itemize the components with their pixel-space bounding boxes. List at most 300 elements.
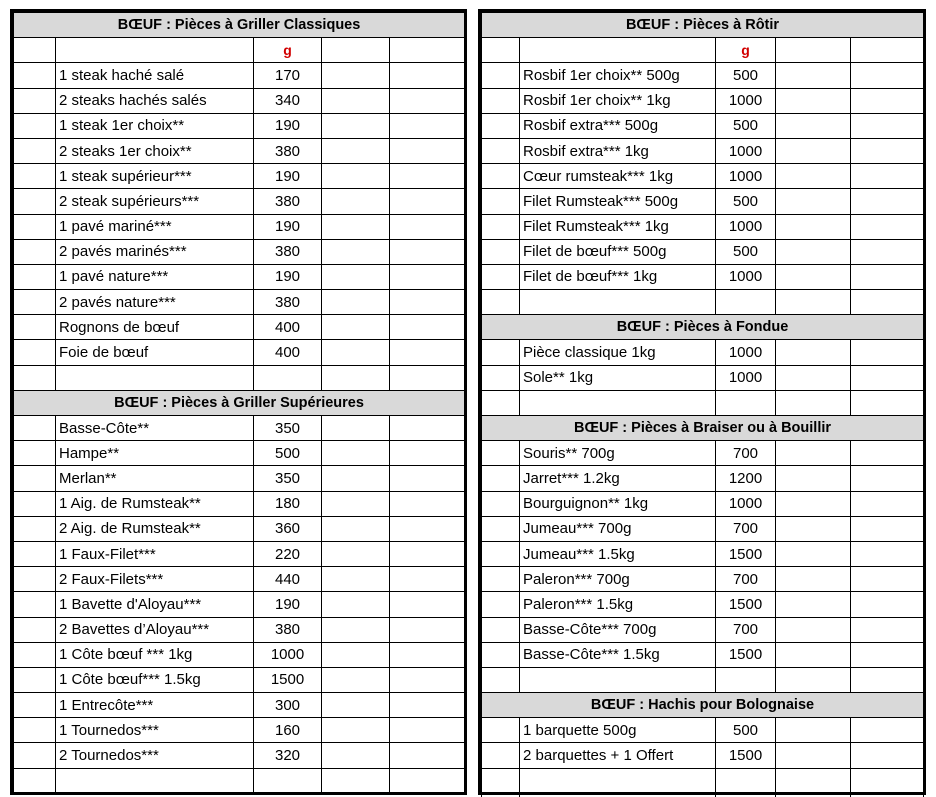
product-row <box>482 164 924 189</box>
product-weight: 700 <box>716 567 776 592</box>
product-row <box>482 567 924 592</box>
empty-cell <box>322 491 390 516</box>
empty-cell <box>716 768 776 793</box>
empty-cell <box>322 768 390 793</box>
product-weight: 380 <box>254 617 322 642</box>
empty-cell <box>851 466 924 491</box>
empty-cell <box>776 63 851 88</box>
quantity-cell <box>14 718 56 743</box>
product-row <box>14 239 465 264</box>
product-row <box>14 164 465 189</box>
empty-cell <box>851 642 924 667</box>
product-weight: 500 <box>716 239 776 264</box>
empty-cell <box>322 541 390 566</box>
empty-cell <box>322 667 390 692</box>
product-name: 1 Faux-Filet*** <box>56 541 254 566</box>
empty-cell <box>851 189 924 214</box>
product-row <box>14 340 465 365</box>
product-name: Bourguignon** 1kg <box>520 491 716 516</box>
product-weight: 350 <box>254 466 322 491</box>
product-row <box>14 63 465 88</box>
empty-cell <box>716 793 776 797</box>
product-row <box>14 138 465 163</box>
empty-cell <box>390 138 465 163</box>
product-weight: 340 <box>254 88 322 113</box>
empty-cell <box>851 743 924 768</box>
product-name: 2 Bavettes d’Aloyau*** <box>56 617 254 642</box>
empty-cell <box>390 290 465 315</box>
empty-cell <box>851 214 924 239</box>
empty-cell <box>520 793 716 797</box>
product-name: 1 Entrecôte*** <box>56 693 254 718</box>
empty-cell <box>322 365 390 390</box>
product-weight: 1000 <box>716 138 776 163</box>
product-name: 2 Aig. de Rumsteak** <box>56 516 254 541</box>
quantity-cell <box>482 365 520 390</box>
section-title: BŒUF : Pièces à Braiser ou à Bouillir <box>482 416 924 441</box>
empty-cell <box>851 113 924 138</box>
product-name: Basse-Côte*** 1.5kg <box>520 642 716 667</box>
section-title: BŒUF : Pièces à Griller Supérieures <box>14 390 465 415</box>
section-header-row <box>482 416 924 441</box>
product-row <box>482 491 924 516</box>
empty-cell <box>776 516 851 541</box>
quantity-cell <box>482 164 520 189</box>
product-weight: 180 <box>254 491 322 516</box>
product-weight: 190 <box>254 264 322 289</box>
product-name: 2 steak supérieurs*** <box>56 189 254 214</box>
product-name: Rosbif extra*** 1kg <box>520 138 716 163</box>
product-weight: 1500 <box>716 743 776 768</box>
product-name: Basse-Côte** <box>56 416 254 441</box>
product-row <box>482 88 924 113</box>
quantity-cell <box>14 516 56 541</box>
product-weight: 500 <box>716 189 776 214</box>
product-weight: 700 <box>716 617 776 642</box>
empty-cell <box>776 88 851 113</box>
empty-cell <box>322 164 390 189</box>
quantity-cell <box>482 264 520 289</box>
empty-row <box>482 768 924 793</box>
quantity-cell <box>482 642 520 667</box>
product-name: 1 Tournedos*** <box>56 718 254 743</box>
empty-cell <box>776 189 851 214</box>
empty-cell <box>322 642 390 667</box>
empty-cell <box>851 667 924 692</box>
quantity-cell <box>482 88 520 113</box>
product-weight: 360 <box>254 516 322 541</box>
quantity-cell <box>14 541 56 566</box>
product-name: Jumeau*** 700g <box>520 516 716 541</box>
quantity-cell <box>14 88 56 113</box>
empty-cell <box>851 88 924 113</box>
quantity-cell <box>14 617 56 642</box>
section-title: BŒUF : Pièces à Griller Classiques <box>14 13 465 38</box>
product-row <box>14 189 465 214</box>
product-weight: 300 <box>254 693 322 718</box>
empty-cell <box>390 38 465 63</box>
empty-cell <box>390 214 465 239</box>
product-row <box>482 718 924 743</box>
empty-cell <box>322 290 390 315</box>
quantity-cell <box>14 567 56 592</box>
empty-cell <box>322 516 390 541</box>
empty-cell <box>482 38 520 63</box>
quantity-cell <box>14 491 56 516</box>
empty-cell <box>776 290 851 315</box>
empty-cell <box>390 642 465 667</box>
product-weight: 500 <box>716 63 776 88</box>
product-weight: 1500 <box>716 642 776 667</box>
empty-cell <box>390 592 465 617</box>
product-row <box>14 113 465 138</box>
product-name: Hampe** <box>56 441 254 466</box>
empty-cell <box>851 793 924 797</box>
product-weight: 500 <box>716 718 776 743</box>
product-row <box>14 88 465 113</box>
product-name: 1 Côte bœuf*** 1.5kg <box>56 667 254 692</box>
empty-cell <box>851 365 924 390</box>
product-weight: 220 <box>254 541 322 566</box>
product-name: 1 pavé nature*** <box>56 264 254 289</box>
product-weight: 1000 <box>716 264 776 289</box>
product-row <box>482 113 924 138</box>
product-row <box>482 138 924 163</box>
unit-label: g <box>254 38 322 63</box>
product-row <box>14 743 465 768</box>
empty-cell <box>14 365 56 390</box>
product-weight: 1000 <box>254 642 322 667</box>
product-row <box>482 239 924 264</box>
quantity-cell <box>482 541 520 566</box>
product-row <box>14 214 465 239</box>
empty-cell <box>322 189 390 214</box>
product-row <box>482 592 924 617</box>
empty-cell <box>390 239 465 264</box>
product-name: Rosbif 1er choix** 500g <box>520 63 716 88</box>
product-weight: 1000 <box>716 365 776 390</box>
product-row <box>482 63 924 88</box>
empty-row <box>14 768 465 793</box>
left-product-table <box>13 12 465 794</box>
product-row <box>14 718 465 743</box>
product-name: Filet Rumsteak*** 500g <box>520 189 716 214</box>
product-weight: 320 <box>254 743 322 768</box>
quantity-cell <box>14 466 56 491</box>
product-row <box>482 516 924 541</box>
quantity-cell <box>482 718 520 743</box>
product-weight: 500 <box>254 441 322 466</box>
product-row <box>482 617 924 642</box>
product-name: Jumeau*** 1.5kg <box>520 541 716 566</box>
empty-cell <box>390 264 465 289</box>
product-row <box>14 441 465 466</box>
section-header-row <box>482 13 924 38</box>
empty-cell <box>390 491 465 516</box>
empty-cell <box>851 768 924 793</box>
empty-cell <box>482 290 520 315</box>
quantity-cell <box>482 567 520 592</box>
empty-cell <box>776 667 851 692</box>
empty-cell <box>851 441 924 466</box>
product-name: 1 pavé mariné*** <box>56 214 254 239</box>
quantity-cell <box>482 592 520 617</box>
product-row <box>14 567 465 592</box>
empty-cell <box>776 390 851 415</box>
empty-cell <box>776 592 851 617</box>
empty-cell <box>322 88 390 113</box>
empty-cell <box>14 768 56 793</box>
product-name: Sole** 1kg <box>520 365 716 390</box>
empty-cell <box>322 592 390 617</box>
product-row <box>482 743 924 768</box>
empty-cell <box>851 491 924 516</box>
empty-cell <box>390 340 465 365</box>
empty-cell <box>776 264 851 289</box>
empty-row <box>482 290 924 315</box>
empty-cell <box>390 63 465 88</box>
empty-cell <box>776 441 851 466</box>
product-weight: 1500 <box>716 592 776 617</box>
empty-cell <box>776 642 851 667</box>
empty-cell <box>851 617 924 642</box>
quantity-cell <box>14 315 56 340</box>
empty-cell <box>322 743 390 768</box>
product-row <box>14 693 465 718</box>
empty-cell <box>520 390 716 415</box>
empty-cell <box>776 164 851 189</box>
empty-cell <box>776 617 851 642</box>
product-name: 1 steak supérieur*** <box>56 164 254 189</box>
product-weight: 190 <box>254 214 322 239</box>
empty-cell <box>322 315 390 340</box>
empty-cell <box>776 541 851 566</box>
empty-cell <box>776 466 851 491</box>
quantity-cell <box>14 189 56 214</box>
unit-row <box>482 38 924 63</box>
quantity-cell <box>482 63 520 88</box>
empty-cell <box>390 365 465 390</box>
product-weight: 1500 <box>254 667 322 692</box>
empty-cell <box>322 239 390 264</box>
product-name: Filet de bœuf*** 500g <box>520 239 716 264</box>
empty-row <box>14 365 465 390</box>
product-weight: 400 <box>254 315 322 340</box>
product-row <box>482 466 924 491</box>
product-row <box>482 441 924 466</box>
empty-cell <box>851 541 924 566</box>
empty-cell <box>482 793 520 797</box>
empty-cell <box>56 768 254 793</box>
section-header-row <box>482 693 924 718</box>
product-name: 2 pavés marinés*** <box>56 239 254 264</box>
quantity-cell <box>14 416 56 441</box>
product-name: Paleron*** 700g <box>520 567 716 592</box>
quantity-cell <box>14 642 56 667</box>
empty-cell <box>776 38 851 63</box>
right-product-table <box>481 12 924 797</box>
product-weight: 700 <box>716 516 776 541</box>
empty-cell <box>390 567 465 592</box>
empty-cell <box>390 466 465 491</box>
empty-cell <box>851 516 924 541</box>
empty-cell <box>851 38 924 63</box>
quantity-cell <box>14 340 56 365</box>
quantity-cell <box>14 667 56 692</box>
empty-cell <box>390 617 465 642</box>
product-row <box>482 264 924 289</box>
section-title: BŒUF : Hachis pour Bolognaise <box>482 693 924 718</box>
empty-cell <box>322 441 390 466</box>
product-name: Filet Rumsteak*** 1kg <box>520 214 716 239</box>
section-title: BŒUF : Pièces à Fondue <box>482 315 924 340</box>
product-weight: 440 <box>254 567 322 592</box>
empty-cell <box>254 365 322 390</box>
empty-cell <box>776 138 851 163</box>
empty-cell <box>482 667 520 692</box>
product-name: 1 Aig. de Rumsteak** <box>56 491 254 516</box>
product-row <box>482 189 924 214</box>
empty-cell <box>482 390 520 415</box>
product-name: 1 Bavette d'Aloyau*** <box>56 592 254 617</box>
product-row <box>14 315 465 340</box>
empty-cell <box>56 365 254 390</box>
empty-cell <box>322 63 390 88</box>
quantity-cell <box>482 617 520 642</box>
section-header-row <box>482 315 924 340</box>
empty-cell <box>776 340 851 365</box>
quantity-cell <box>14 264 56 289</box>
empty-cell <box>390 516 465 541</box>
product-name: 2 Faux-Filets*** <box>56 567 254 592</box>
product-name: 2 pavés nature*** <box>56 290 254 315</box>
empty-cell <box>322 113 390 138</box>
product-row <box>14 416 465 441</box>
quantity-cell <box>14 214 56 239</box>
product-row <box>14 642 465 667</box>
product-row <box>14 264 465 289</box>
empty-cell <box>482 768 520 793</box>
product-name: 1 steak haché salé <box>56 63 254 88</box>
empty-cell <box>322 214 390 239</box>
product-weight: 190 <box>254 592 322 617</box>
quantity-cell <box>14 138 56 163</box>
product-name: Souris** 700g <box>520 441 716 466</box>
quantity-cell <box>482 466 520 491</box>
product-name: Paleron*** 1.5kg <box>520 592 716 617</box>
quantity-cell <box>14 290 56 315</box>
empty-cell <box>851 138 924 163</box>
left-price-panel <box>10 9 467 795</box>
product-weight: 380 <box>254 138 322 163</box>
empty-cell <box>390 768 465 793</box>
product-weight: 1000 <box>716 491 776 516</box>
right-price-panel <box>478 9 926 795</box>
quantity-cell <box>482 743 520 768</box>
product-row <box>14 592 465 617</box>
empty-cell <box>776 239 851 264</box>
empty-cell <box>390 189 465 214</box>
product-weight: 1000 <box>716 214 776 239</box>
product-name: 1 Côte bœuf *** 1kg <box>56 642 254 667</box>
product-name: Rognons de bœuf <box>56 315 254 340</box>
product-row <box>14 541 465 566</box>
product-name: Jarret*** 1.2kg <box>520 466 716 491</box>
empty-cell <box>716 290 776 315</box>
empty-cell <box>851 592 924 617</box>
quantity-cell <box>14 743 56 768</box>
quantity-cell <box>482 214 520 239</box>
quantity-cell <box>482 138 520 163</box>
empty-cell <box>716 390 776 415</box>
empty-row <box>482 793 924 797</box>
empty-cell <box>254 768 322 793</box>
empty-cell <box>322 693 390 718</box>
product-row <box>14 617 465 642</box>
quantity-cell <box>14 441 56 466</box>
product-row <box>14 466 465 491</box>
empty-cell <box>776 113 851 138</box>
product-weight: 350 <box>254 416 322 441</box>
empty-cell <box>322 617 390 642</box>
unit-label: g <box>716 38 776 63</box>
product-weight: 1200 <box>716 466 776 491</box>
empty-cell <box>390 416 465 441</box>
quantity-cell <box>482 113 520 138</box>
empty-cell <box>390 743 465 768</box>
quantity-cell <box>14 113 56 138</box>
empty-cell <box>390 718 465 743</box>
product-row <box>14 290 465 315</box>
empty-cell <box>776 214 851 239</box>
empty-cell <box>520 38 716 63</box>
product-weight: 380 <box>254 290 322 315</box>
product-weight: 380 <box>254 239 322 264</box>
empty-cell <box>14 38 56 63</box>
empty-cell <box>520 290 716 315</box>
empty-cell <box>322 138 390 163</box>
quantity-cell <box>14 693 56 718</box>
product-name: 2 Tournedos*** <box>56 743 254 768</box>
quantity-cell <box>482 239 520 264</box>
product-name: Pièce classique 1kg <box>520 340 716 365</box>
empty-cell <box>322 340 390 365</box>
empty-cell <box>851 340 924 365</box>
empty-cell <box>851 63 924 88</box>
product-name: Basse-Côte*** 700g <box>520 617 716 642</box>
product-weight: 1000 <box>716 88 776 113</box>
empty-cell <box>776 768 851 793</box>
product-name: Rosbif 1er choix** 1kg <box>520 88 716 113</box>
empty-cell <box>390 88 465 113</box>
empty-cell <box>776 718 851 743</box>
empty-cell <box>56 38 254 63</box>
product-name: Rosbif extra*** 500g <box>520 113 716 138</box>
empty-cell <box>390 441 465 466</box>
empty-cell <box>322 416 390 441</box>
empty-cell <box>390 541 465 566</box>
empty-cell <box>390 667 465 692</box>
empty-cell <box>390 315 465 340</box>
quantity-cell <box>482 340 520 365</box>
empty-row <box>482 667 924 692</box>
empty-cell <box>520 768 716 793</box>
product-weight: 1500 <box>716 541 776 566</box>
product-weight: 1000 <box>716 340 776 365</box>
empty-cell <box>851 718 924 743</box>
quantity-cell <box>14 164 56 189</box>
empty-cell <box>776 793 851 797</box>
